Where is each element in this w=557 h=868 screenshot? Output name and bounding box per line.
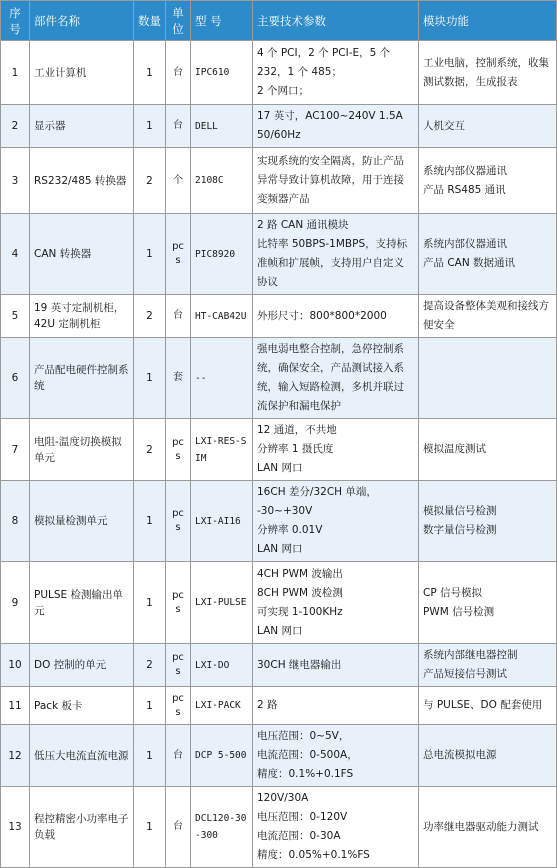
cell-unit: pcs — [166, 562, 191, 644]
cell-model: LXI-PACK — [191, 687, 253, 725]
table-row — [1, 295, 557, 338]
table-row — [1, 338, 557, 419]
table-row — [1, 105, 557, 148]
params-line: 电流范围：0-500A， — [257, 749, 358, 761]
table-row — [1, 214, 557, 295]
params-line: 12 通道，不共地 — [257, 424, 337, 436]
table-row — [1, 725, 557, 787]
cell-model: 2108C — [191, 148, 253, 214]
cell-func — [419, 148, 557, 214]
func-line: 总电流模拟电源 — [423, 749, 497, 761]
cell-unit: 个 — [166, 148, 191, 214]
cell-model: LXI-DO — [191, 644, 253, 687]
table-row — [1, 787, 557, 868]
cell-unit: 台 — [166, 41, 191, 105]
params-line: 17 英寸，AC100~240V 1.5A 50/60Hz — [257, 110, 403, 141]
cell-params — [253, 725, 419, 787]
cell-params — [253, 687, 419, 725]
cell-model: HT-CAB42U — [191, 295, 253, 338]
cell-unit: 台 — [166, 725, 191, 787]
cell-params — [253, 787, 419, 868]
cell-model: IPC610 — [191, 41, 253, 105]
cell-params — [253, 148, 419, 214]
cell-name: 19 英寸定制机柜，42U 定制机柜 — [30, 295, 134, 338]
params-line: 外形尺寸：800*800*2000 — [257, 309, 387, 322]
cell-model: DCP 5-500 — [191, 725, 253, 787]
table-row — [1, 41, 557, 105]
header-qty: 数量 — [134, 1, 166, 41]
cell-func — [419, 787, 557, 868]
params-line: 120V/30A — [257, 792, 309, 804]
cell-name: 低压大电流直流电源 — [30, 725, 134, 787]
cell-qty: 1 — [134, 41, 166, 105]
header-row — [1, 1, 557, 41]
cell-model: LXI-PULSE — [191, 562, 253, 644]
cell-num: 10 — [1, 644, 30, 687]
func-line: PWM 信号检测 — [423, 605, 495, 618]
cell-qty: 2 — [134, 148, 166, 214]
params-line: 比特率 50BPS-1MBPS，支持标准帧和扩展帧，支持用户自定义协议 — [257, 238, 408, 288]
cell-func — [419, 105, 557, 148]
params-line: 精度：0.1%+0.1FS — [257, 768, 354, 780]
cell-qty: 1 — [134, 105, 166, 148]
cell-name: RS232/485 转换器 — [30, 148, 134, 214]
cell-qty: 1 — [134, 725, 166, 787]
header-func: 模块功能 — [419, 1, 557, 41]
params-line: 精度：0.05%+0.1%FS — [257, 849, 370, 861]
params-line: 2 路 CAN 通讯模块 — [257, 219, 349, 231]
cell-name: DO 控制的单元 — [30, 644, 134, 687]
func-line: 功率继电器驱动能力测试 — [423, 820, 539, 833]
func-line: 系统内部仪器通讯 — [423, 238, 507, 250]
func-line: 工业电脑，控制系统，收集测试数据，生成报表 — [423, 56, 549, 88]
cell-func — [419, 41, 557, 105]
cell-model: DCL120-30-300 — [191, 787, 253, 868]
cell-num: 11 — [1, 687, 30, 725]
cell-unit: pcs — [166, 644, 191, 687]
cell-params — [253, 41, 419, 105]
cell-func — [419, 562, 557, 644]
params-line: -30~+30V — [257, 505, 313, 517]
table-row — [1, 419, 557, 481]
cell-qty: 1 — [134, 787, 166, 868]
cell-params — [253, 481, 419, 562]
func-line: 系统内部继电器控制 — [423, 649, 518, 661]
cell-unit: 套 — [166, 338, 191, 419]
cell-func — [419, 214, 557, 295]
cell-num: 5 — [1, 295, 30, 338]
cell-params — [253, 105, 419, 148]
cell-model: -- — [191, 338, 253, 419]
cell-name: 程控精密小功率电子负载 — [30, 787, 134, 868]
params-line: 4 个 PCI，2 个 PCI-E，5 个 232，1 个 485； — [257, 47, 391, 78]
header-unit: 单位 — [166, 1, 191, 41]
header-model: 型 号 — [191, 1, 253, 41]
params-line: LAN 网口 — [257, 462, 303, 474]
func-line: CP 信号模拟 — [423, 586, 483, 599]
cell-unit: pcs — [166, 481, 191, 562]
params-line: 8CH PWM 波检测 — [257, 586, 343, 599]
cell-num: 9 — [1, 562, 30, 644]
cell-num: 8 — [1, 481, 30, 562]
params-line: 2 路 — [257, 699, 278, 711]
cell-model: DELL — [191, 105, 253, 148]
params-line: 电压范围：0~5V， — [257, 730, 350, 742]
cell-qty: 1 — [134, 687, 166, 725]
cell-name: 显示器 — [30, 105, 134, 148]
cell-name: PULSE 检测输出单元 — [30, 562, 134, 644]
header-params: 主要技术参数 — [253, 1, 419, 41]
cell-qty: 1 — [134, 338, 166, 419]
func-line: 提高设备整体美观和接线方便安全 — [423, 300, 549, 331]
cell-unit: 台 — [166, 295, 191, 338]
func-line: 数字量信号检测 — [423, 524, 497, 536]
func-line: 模拟量信号检测 — [423, 505, 497, 517]
table-row — [1, 687, 557, 725]
cell-params — [253, 338, 419, 419]
cell-model: PIC8920 — [191, 214, 253, 295]
params-line: LAN 网口 — [257, 624, 303, 637]
cell-name: CAN 转换器 — [30, 214, 134, 295]
cell-name: 产品配电硬件控制系统 — [30, 338, 134, 419]
cell-name: 工业计算机 — [30, 41, 134, 105]
table-row — [1, 562, 557, 644]
func-line: 产品 RS485 通讯 — [423, 183, 506, 196]
cell-model: LXI-AI16 — [191, 481, 253, 562]
cell-num: 13 — [1, 787, 30, 868]
cell-unit: pcs — [166, 419, 191, 481]
cell-name: 模拟量检测单元 — [30, 481, 134, 562]
func-line: 与 PULSE、DO 配套使用 — [423, 699, 543, 711]
cell-name: Pack 板卡 — [30, 687, 134, 725]
params-line: 实现系统的安全隔离，防止产品异常导致计算机故障，用于连接变频器产品 — [257, 155, 404, 205]
cell-params — [253, 644, 419, 687]
params-line: LAN 网口 — [257, 543, 303, 555]
cell-params — [253, 562, 419, 644]
cell-num: 2 — [1, 105, 30, 148]
params-line: 分辨率 1 摄氏度 — [257, 443, 334, 455]
cell-unit: 台 — [166, 787, 191, 868]
func-line: 产品 CAN 数据通讯 — [423, 257, 516, 269]
cell-func — [419, 419, 557, 481]
cell-func — [419, 338, 557, 419]
cell-qty: 1 — [134, 562, 166, 644]
func-line: 系统内部仪器通讯 — [423, 164, 507, 177]
cell-qty: 1 — [134, 481, 166, 562]
cell-num: 12 — [1, 725, 30, 787]
cell-unit: 台 — [166, 105, 191, 148]
cell-model: LXI-RES-SIM — [191, 419, 253, 481]
cell-name: 电阻-温度切换模拟单元 — [30, 419, 134, 481]
cell-unit: pcs — [166, 214, 191, 295]
cell-qty: 2 — [134, 295, 166, 338]
params-line: 4CH PWM 波输出 — [257, 567, 343, 580]
table-body — [1, 41, 557, 868]
cell-num: 4 — [1, 214, 30, 295]
cell-num: 3 — [1, 148, 30, 214]
func-line: 人机交互 — [423, 119, 465, 132]
header-num: 序号 — [1, 1, 30, 41]
cell-func — [419, 687, 557, 725]
cell-qty: 2 — [134, 419, 166, 481]
cell-func — [419, 725, 557, 787]
params-line: 电流范围：0-30A — [257, 830, 341, 842]
params-line: 分辨率 0.01V — [257, 524, 323, 536]
header-name: 部件名称 — [30, 1, 134, 41]
params-line: 电压范围：0-120V — [257, 811, 348, 823]
func-line: 模拟温度测试 — [423, 443, 486, 455]
params-line: 30CH 继电器输出 — [257, 658, 342, 671]
params-line: 16CH 差分/32CH 单端， — [257, 486, 377, 498]
cell-params — [253, 419, 419, 481]
cell-num: 6 — [1, 338, 30, 419]
cell-params — [253, 295, 419, 338]
func-line: 产品短接信号测试 — [423, 668, 507, 680]
cell-params — [253, 214, 419, 295]
cell-func — [419, 295, 557, 338]
cell-qty: 1 — [134, 214, 166, 295]
cell-num: 1 — [1, 41, 30, 105]
table-row — [1, 481, 557, 562]
cell-func — [419, 644, 557, 687]
params-line: 2 个网口； — [257, 85, 310, 97]
cell-unit: pcs — [166, 687, 191, 725]
params-line: 强电弱电整合控制，急停控制系统，确保安全，产品测试接入系统，输入短路检测，多机并联过流保护和漏电保护 — [257, 343, 404, 412]
table-row — [1, 148, 557, 214]
cell-qty: 2 — [134, 644, 166, 687]
cell-num: 7 — [1, 419, 30, 481]
table-row — [1, 644, 557, 687]
params-line: 可实现 1-100KHz — [257, 605, 343, 618]
cell-func — [419, 481, 557, 562]
